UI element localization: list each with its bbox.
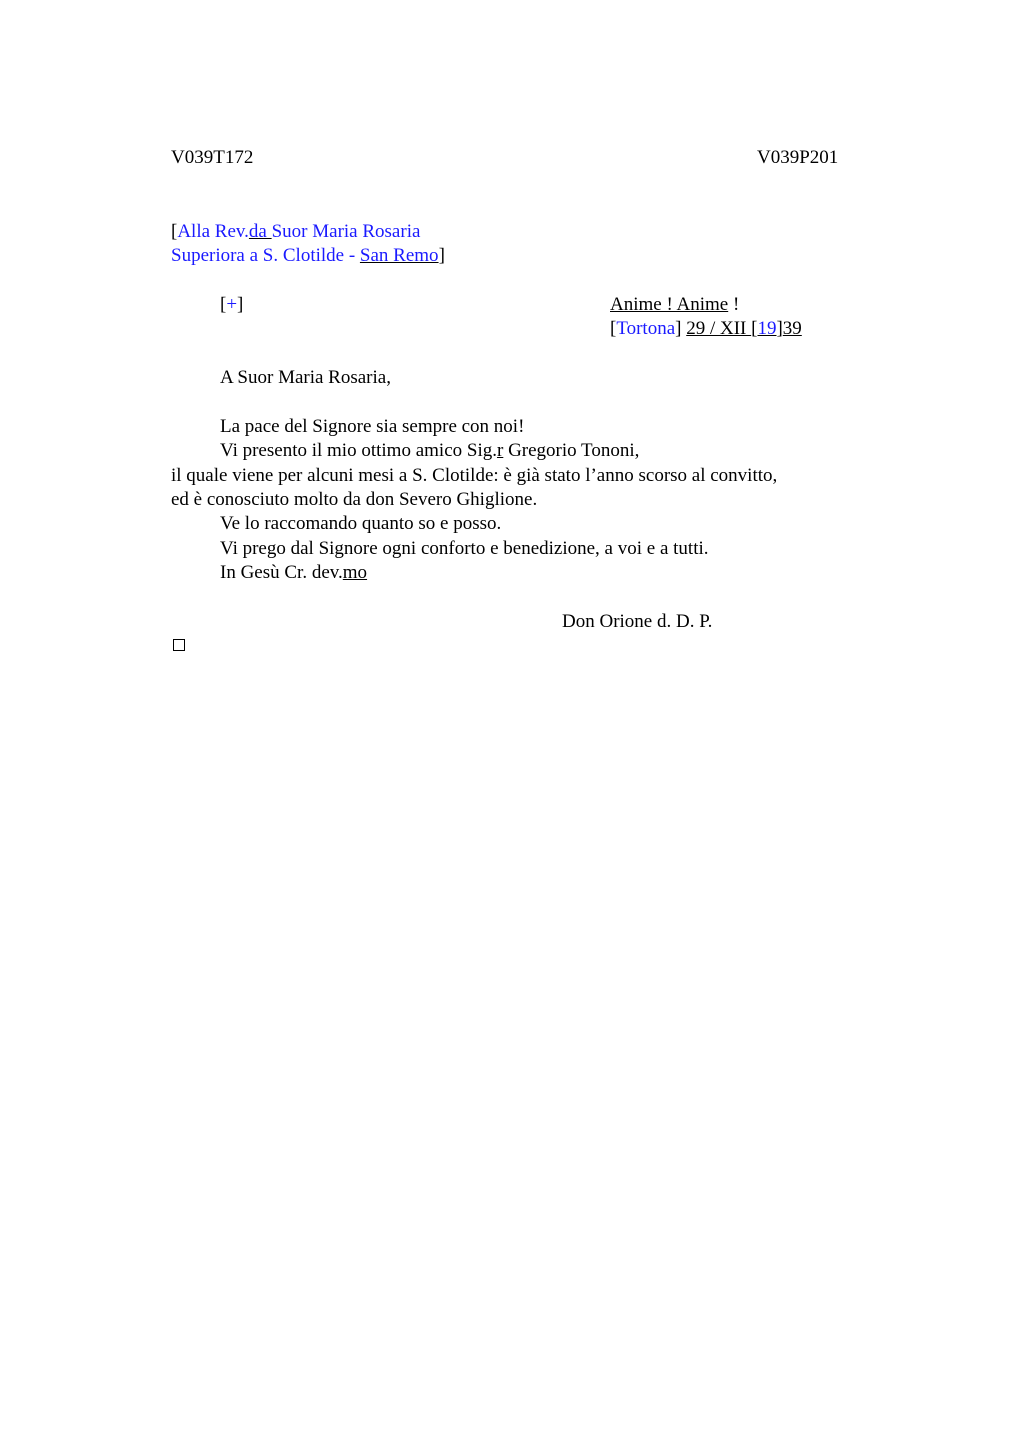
- letter-line-6: Vi prego dal Signore ogni conforto e benedizione, a voi e a tutti.: [220, 538, 709, 559]
- address-line-1: [171, 220, 420, 244]
- letter-line-3: il quale viene per alcuni mesi a S. Clotilde: è già stato l’anno scorso al convitto,: [171, 465, 778, 486]
- bracket-close: ]: [675, 318, 682, 339]
- motto-exclamation: !: [728, 294, 740, 315]
- date-line: [610, 317, 802, 341]
- signature: Don Orione d. D. P.: [562, 611, 713, 632]
- address-recipient-title-suffix: da: [248, 221, 272, 242]
- address-recipient-title: Alla Rev.: [177, 221, 249, 242]
- letter-line-2: Vi presento il mio ottimo amico Sig.r Gregorio Tononi,: [220, 440, 640, 461]
- date-year: 39: [782, 318, 802, 339]
- address-line-2: [171, 244, 445, 268]
- address-city: San Remo: [359, 245, 439, 266]
- motto: [610, 293, 739, 317]
- document-code-left: V039T172: [171, 147, 254, 168]
- address-role: Superiora a S. Clotilde -: [171, 245, 360, 266]
- letter-line-4: ed è conosciuto molto da don Severo Ghiglione.: [171, 489, 538, 510]
- bracket-open: [: [610, 318, 617, 339]
- salutation: A Suor Maria Rosaria,: [220, 367, 391, 388]
- date-century: 19: [757, 318, 777, 339]
- motto-text: Anime ! Anime: [610, 294, 729, 315]
- bracket-open: [: [171, 221, 178, 242]
- end-of-document-box-icon: [173, 639, 185, 651]
- bracket-close: ]: [438, 245, 445, 266]
- closing-line: In Gesù Cr. dev.mo: [220, 562, 368, 583]
- abbreviation-superscript: r: [496, 440, 504, 461]
- address-recipient-name: Suor Maria Rosaria: [271, 221, 421, 242]
- cross-symbol: +: [226, 294, 238, 315]
- bracket-close: ]: [237, 294, 244, 315]
- bracket-open: [: [220, 294, 227, 315]
- letter-line-1: La pace del Signore sia sempre con noi!: [220, 416, 525, 437]
- abbreviation-superscript: mo: [342, 562, 368, 583]
- cross-mark: [220, 293, 243, 317]
- letter-line-5: Ve lo raccomando quanto so e posso.: [220, 513, 502, 534]
- date-day-month: 29 / XII [19]39: [686, 318, 802, 339]
- date-place: Tortona: [616, 318, 676, 339]
- document-code-right: V039P201: [757, 147, 839, 168]
